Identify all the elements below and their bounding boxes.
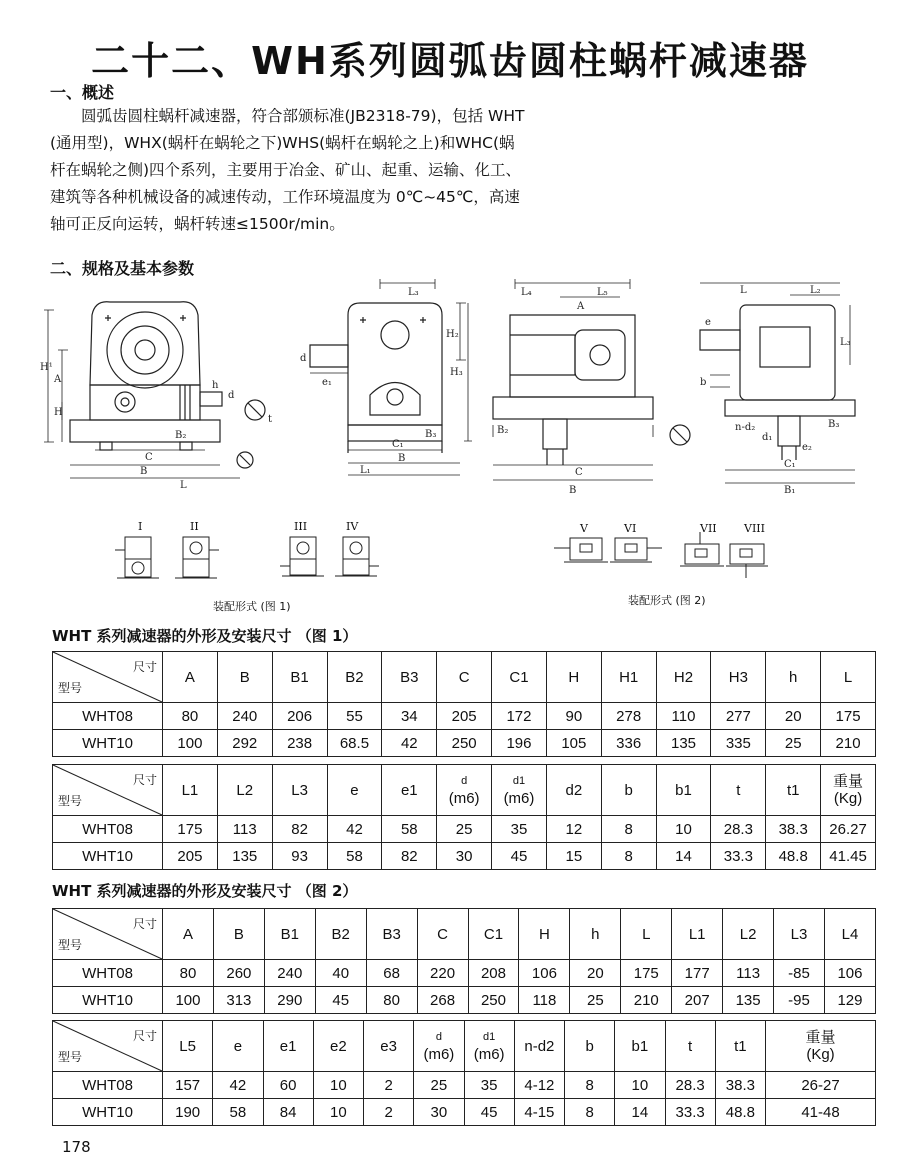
table-cell: 41.45 — [821, 843, 876, 870]
table-cell: 238 — [272, 730, 327, 757]
table-cell: 15 — [546, 843, 601, 870]
column-header: L4 — [824, 909, 875, 960]
column-header — [492, 765, 547, 816]
table-cell: 93 — [272, 843, 327, 870]
mode-label: II — [190, 520, 199, 533]
column-header — [437, 765, 492, 816]
fig2-caption: 装配形式 (图 2) — [628, 594, 706, 607]
table-cell: 10 — [313, 1072, 363, 1099]
spec-table-fig2-part2 — [52, 1020, 876, 1126]
table-cell: 35 — [464, 1072, 514, 1099]
dim-label-L5: L₅ — [597, 287, 608, 298]
header-symbol: d1 — [483, 1031, 496, 1043]
dim-label-A: A — [577, 301, 585, 312]
table-cell: 105 — [546, 730, 601, 757]
table-cell: 55 — [327, 703, 382, 730]
reducer-fig2-side-view-drawing — [660, 275, 860, 500]
table-cell: 8 — [601, 843, 656, 870]
table-cell: 58 — [213, 1099, 263, 1126]
model-cell: WHT10 — [53, 730, 163, 757]
column-header: e1 — [263, 1021, 313, 1072]
column-header: H3 — [711, 652, 766, 703]
dim-label-h: h — [212, 380, 219, 391]
column-header: B2 — [327, 652, 382, 703]
spec-table-fig1-part1 — [52, 651, 876, 757]
corner-model-label: 型号 — [58, 794, 83, 808]
table-row — [53, 1099, 876, 1126]
table-cell: 260 — [213, 960, 264, 987]
table-cell: 206 — [272, 703, 327, 730]
spec-table-fig1-part2 — [52, 764, 876, 870]
table-cell: 34 — [382, 703, 437, 730]
table-cell: 175 — [163, 816, 218, 843]
table-corner-cell — [53, 1021, 163, 1072]
reducer-side-view-drawing — [300, 275, 475, 485]
header-unit: (Kg) — [806, 1046, 835, 1063]
dim-label-t: t — [268, 414, 273, 425]
table-cell: 4-15 — [514, 1099, 564, 1126]
column-header: h — [766, 652, 821, 703]
dim-label-L1: L₁ — [360, 465, 371, 476]
dim-label-e2: e₂ — [802, 442, 812, 453]
table-row — [53, 1072, 876, 1099]
column-header: H1 — [601, 652, 656, 703]
page-number: 178 — [62, 1138, 91, 1156]
column-header: B3 — [382, 652, 437, 703]
column-header: b — [601, 765, 656, 816]
column-header: L — [621, 909, 672, 960]
table-cell: 172 — [492, 703, 547, 730]
table-cell: 42 — [213, 1072, 263, 1099]
dim-label-B3: B₃ — [425, 429, 437, 440]
column-header: B3 — [366, 909, 417, 960]
table-cell: 2 — [364, 1072, 414, 1099]
table-cell: 100 — [163, 987, 214, 1014]
table-cell: 10 — [615, 1072, 665, 1099]
table-row — [53, 816, 876, 843]
table-cell: 135 — [217, 843, 272, 870]
column-header: t1 — [766, 765, 821, 816]
table-cell: 313 — [213, 987, 264, 1014]
table-cell: 196 — [492, 730, 547, 757]
table-cell: 277 — [711, 703, 766, 730]
corner-dim-label: 尺寸 — [132, 1029, 157, 1043]
dim-label-L3: L₃ — [840, 337, 851, 348]
corner-model-label: 型号 — [58, 938, 83, 952]
table-cell: 42 — [382, 730, 437, 757]
table-cell: 205 — [437, 703, 492, 730]
dim-label-C1: C₁ — [392, 439, 404, 450]
table-cell: 210 — [821, 730, 876, 757]
column-header: e — [213, 1021, 263, 1072]
mode-label: I — [138, 520, 143, 533]
mode-label: VII — [700, 522, 717, 535]
column-header — [414, 1021, 464, 1072]
corner-model-label: 型号 — [58, 681, 83, 695]
dim-label-e1: e₁ — [322, 377, 332, 388]
table-cell: 45 — [315, 987, 366, 1014]
dim-label-d1: d₁ — [762, 432, 773, 443]
spec-table-fig2-part1 — [52, 908, 876, 1014]
column-header: b — [565, 1021, 615, 1072]
table-cell: 113 — [217, 816, 272, 843]
table-cell: 25 — [570, 987, 621, 1014]
table-cell: 113 — [723, 960, 774, 987]
table-cell: 175 — [621, 960, 672, 987]
column-header — [464, 1021, 514, 1072]
overview-line: (通用型)，WHX(蜗杆在蜗轮之下)WHS(蜗杆在蜗轮之上)和WHC(蜗 — [50, 134, 515, 152]
table-cell: 82 — [272, 816, 327, 843]
column-header: C — [417, 909, 468, 960]
page-title: 二十二、WH系列圆弧齿圆柱蜗杆减速器 — [91, 39, 809, 83]
column-header: h — [570, 909, 621, 960]
table-cell: 2 — [364, 1099, 414, 1126]
model-cell: WHT10 — [53, 1099, 163, 1126]
header-symbol: d1 — [512, 775, 526, 787]
table-cell: 48.8 — [715, 1099, 765, 1126]
column-header: L2 — [723, 909, 774, 960]
column-header: t1 — [715, 1021, 765, 1072]
section-heading-specs: 二、规格及基本参数 — [50, 259, 195, 278]
dim-label-C: C — [145, 452, 153, 463]
table-cell: 26.27 — [821, 816, 876, 843]
column-header: B — [213, 909, 264, 960]
header-unit: (Kg) — [833, 790, 863, 807]
header-tolerance: (m6) — [473, 1046, 505, 1063]
mode-label: V — [580, 522, 588, 535]
table-cell: 80 — [163, 703, 218, 730]
table-cell: 42 — [327, 816, 382, 843]
table-cell: 336 — [601, 730, 656, 757]
dim-label-L2: L₂ — [810, 285, 821, 296]
table-cell: 38.3 — [715, 1072, 765, 1099]
dim-label-B: B — [398, 453, 406, 464]
column-header: L — [821, 652, 876, 703]
column-header — [821, 765, 876, 816]
corner-model-label: 型号 — [58, 1050, 83, 1064]
table-corner-cell — [53, 765, 163, 816]
table-cell: 268 — [417, 987, 468, 1014]
table-cell: 26-27 — [766, 1072, 876, 1099]
table-cell: 40 — [315, 960, 366, 987]
table-cell: 8 — [565, 1072, 615, 1099]
mode-label: VI — [624, 522, 637, 535]
column-header: B2 — [315, 909, 366, 960]
table-cell: 335 — [711, 730, 766, 757]
dim-label-H3: H₃ — [450, 367, 463, 378]
table-cell: 33.3 — [665, 1099, 715, 1126]
table-cell: 80 — [163, 960, 214, 987]
table-corner-cell — [53, 652, 163, 703]
overview-line: 杆在蜗轮之侧)四个系列，主要用于冶金、矿山、起重、运输、化工、 — [50, 161, 522, 179]
table-cell: 240 — [217, 703, 272, 730]
table-cell: 207 — [672, 987, 723, 1014]
header-weight: 重量 — [833, 773, 864, 790]
column-header: L5 — [163, 1021, 213, 1072]
shaft-keyway-section-drawing — [230, 390, 280, 480]
table-cell: 35 — [492, 816, 547, 843]
table-cell: 157 — [163, 1072, 213, 1099]
column-header: L3 — [272, 765, 327, 816]
assembly-forms-fig1-drawing — [105, 532, 395, 587]
table-cell: 60 — [263, 1072, 313, 1099]
table-cell: 118 — [519, 987, 570, 1014]
header-tolerance: (m6) — [423, 1046, 455, 1063]
table-cell: 30 — [437, 843, 492, 870]
model-cell: WHT10 — [53, 843, 163, 870]
column-header: L2 — [217, 765, 272, 816]
column-header: b1 — [615, 1021, 665, 1072]
column-header: n-d2 — [514, 1021, 564, 1072]
column-header: t — [711, 765, 766, 816]
overview-line: 建筑等各种机械设备的减速传动，工作环境温度为 0℃~45℃，高速 — [50, 188, 520, 206]
table-cell: 208 — [468, 960, 519, 987]
mode-label: IV — [346, 520, 359, 533]
dim-label-C1: C₁ — [784, 459, 796, 470]
table-cell: 175 — [821, 703, 876, 730]
header-tolerance: (m6) — [503, 790, 535, 807]
table-cell: 190 — [163, 1099, 213, 1126]
table-cell: 8 — [601, 816, 656, 843]
dim-label-d: d — [300, 353, 307, 364]
table-cell: 90 — [546, 703, 601, 730]
mode-label: III — [294, 520, 308, 533]
column-header: C1 — [492, 652, 547, 703]
table-cell: 68.5 — [327, 730, 382, 757]
table-row — [53, 730, 876, 757]
table-cell: -95 — [774, 987, 825, 1014]
reducer-fig2-front-view-drawing — [485, 275, 660, 500]
table-cell: 48.8 — [766, 843, 821, 870]
column-header — [766, 1021, 876, 1072]
dim-label-H2: H₂ — [446, 329, 459, 340]
table-cell: 30 — [414, 1099, 464, 1126]
model-cell: WHT08 — [53, 960, 163, 987]
table-cell: 80 — [366, 987, 417, 1014]
model-cell: WHT08 — [53, 703, 163, 730]
table-cell: 58 — [327, 843, 382, 870]
table-cell: 45 — [464, 1099, 514, 1126]
dim-label-e: e — [705, 317, 711, 328]
column-header: B — [217, 652, 272, 703]
table-cell: 10 — [313, 1099, 363, 1126]
overview-paragraph — [50, 103, 620, 238]
table-cell: 33.3 — [711, 843, 766, 870]
table-cell: 110 — [656, 703, 711, 730]
header-tolerance: (m6) — [448, 790, 480, 807]
dim-label-L: L — [180, 480, 187, 491]
dim-label-B: B — [140, 466, 148, 477]
table-cell: 20 — [570, 960, 621, 987]
dim-label-L3: L₃ — [408, 287, 419, 298]
table-row — [53, 960, 876, 987]
table-cell: 250 — [468, 987, 519, 1014]
table-cell: 4-12 — [514, 1072, 564, 1099]
table2-caption: WHT 系列减速器的外形及安装尺寸 （图 2） — [52, 882, 358, 900]
column-header: H — [546, 652, 601, 703]
table-cell: 278 — [601, 703, 656, 730]
column-header: H — [519, 909, 570, 960]
dim-label-B: B — [569, 485, 577, 496]
column-header: B1 — [264, 909, 315, 960]
dim-label-B2: B₂ — [497, 425, 509, 436]
table-cell: 205 — [163, 843, 218, 870]
table-cell: 8 — [565, 1099, 615, 1126]
column-header: C1 — [468, 909, 519, 960]
table-cell: 220 — [417, 960, 468, 987]
column-header: H2 — [656, 652, 711, 703]
table-cell: 106 — [519, 960, 570, 987]
table-cell: 250 — [437, 730, 492, 757]
dim-label-L: L — [740, 285, 747, 296]
column-header: t — [665, 1021, 715, 1072]
overview-line: 轴可正反向运转，蜗杆转速≤1500r/min。 — [50, 215, 345, 233]
dim-label-H1: H¹ — [40, 362, 53, 373]
table-cell: 10 — [656, 816, 711, 843]
column-header: L3 — [774, 909, 825, 960]
table-cell: 41-48 — [766, 1099, 876, 1126]
table-cell: 106 — [824, 960, 875, 987]
table-cell: 290 — [264, 987, 315, 1014]
table-cell: 45 — [492, 843, 547, 870]
dim-label-B2: B₂ — [175, 430, 187, 441]
dim-label-b: b — [700, 377, 707, 388]
table1-caption: WHT 系列减速器的外形及安装尺寸 （图 1） — [52, 627, 358, 645]
table-corner-cell — [53, 909, 163, 960]
table-cell: 14 — [615, 1099, 665, 1126]
table-row — [53, 843, 876, 870]
dim-label-A: A — [54, 374, 62, 385]
column-header: b1 — [656, 765, 711, 816]
corner-dim-label: 尺寸 — [132, 773, 157, 787]
dim-label-H: H — [54, 407, 63, 418]
table-cell: 210 — [621, 987, 672, 1014]
table-cell: 58 — [382, 816, 437, 843]
section-heading-overview: 一、概述 — [50, 83, 115, 102]
dim-label-C: C — [575, 467, 583, 478]
header-weight: 重量 — [805, 1029, 836, 1046]
model-cell: WHT10 — [53, 987, 163, 1014]
table-cell: 292 — [217, 730, 272, 757]
column-header: e3 — [364, 1021, 414, 1072]
column-header: L1 — [163, 765, 218, 816]
table-cell: 135 — [723, 987, 774, 1014]
dim-label-n-d2: n-d₂ — [735, 422, 756, 433]
table-row — [53, 703, 876, 730]
table-cell: 129 — [824, 987, 875, 1014]
dim-label-B3: B₃ — [828, 419, 840, 430]
column-header: B1 — [272, 652, 327, 703]
table-cell: -85 — [774, 960, 825, 987]
column-header: e1 — [382, 765, 437, 816]
dim-label-L4: L₄ — [521, 287, 532, 298]
table-cell: 28.3 — [665, 1072, 715, 1099]
mode-label: VIII — [744, 522, 765, 535]
table-cell: 25 — [414, 1072, 464, 1099]
table-cell: 84 — [263, 1099, 313, 1126]
table-cell: 240 — [264, 960, 315, 987]
table-cell: 28.3 — [711, 816, 766, 843]
table-cell: 100 — [163, 730, 218, 757]
fig1-caption: 装配形式 (图 1) — [213, 600, 291, 613]
reducer-front-view-drawing — [40, 290, 250, 491]
dim-label-d: d — [228, 390, 235, 401]
assembly-forms-fig2-drawing — [550, 530, 790, 585]
overview-line: 圆弧齿圆柱蜗杆减速器，符合部颁标准(JB2318-79)，包括 WHT — [81, 107, 525, 125]
header-symbol: d — [461, 775, 468, 787]
table-cell: 68 — [366, 960, 417, 987]
column-header: L1 — [672, 909, 723, 960]
table-cell: 38.3 — [766, 816, 821, 843]
table-cell: 12 — [546, 816, 601, 843]
model-cell: WHT08 — [53, 1072, 163, 1099]
dim-label-B1: B₁ — [784, 485, 796, 496]
model-cell: WHT08 — [53, 816, 163, 843]
table-cell: 20 — [766, 703, 821, 730]
table-cell: 25 — [766, 730, 821, 757]
table-cell: 177 — [672, 960, 723, 987]
column-header: d2 — [546, 765, 601, 816]
column-header: A — [163, 909, 214, 960]
column-header: C — [437, 652, 492, 703]
column-header: e — [327, 765, 382, 816]
corner-dim-label: 尺寸 — [132, 917, 157, 931]
table-cell: 25 — [437, 816, 492, 843]
table-cell: 135 — [656, 730, 711, 757]
table-cell: 14 — [656, 843, 711, 870]
header-symbol: d — [435, 1031, 442, 1043]
table-cell: 82 — [382, 843, 437, 870]
table-row — [53, 987, 876, 1014]
column-header: e2 — [313, 1021, 363, 1072]
column-header: A — [163, 652, 218, 703]
corner-dim-label: 尺寸 — [132, 660, 157, 674]
